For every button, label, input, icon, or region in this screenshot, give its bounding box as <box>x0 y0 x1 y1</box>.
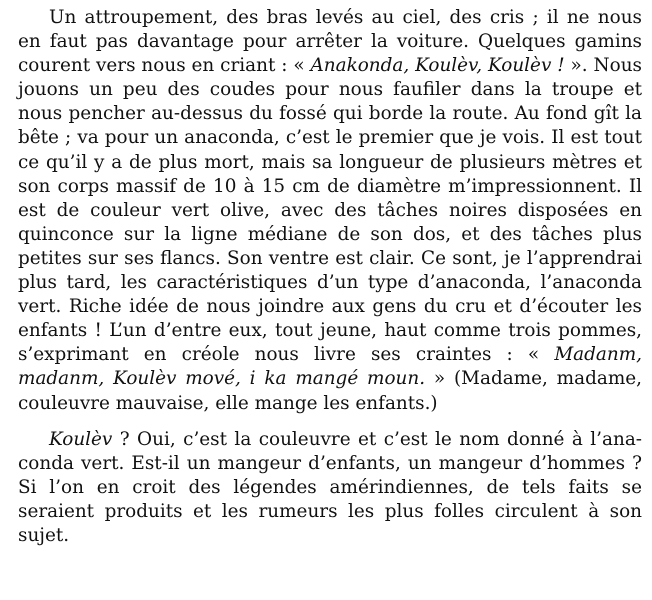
paragraph-2 <box>18 428 642 548</box>
paragraph-1-text-1: Un attroupement, des bras levés au ciel, des cris ; il ne nous en faut pas davantage pour arrêter la voiture. Quelques gamins courent vers nous en criant : « <box>18 7 642 77</box>
document-page <box>18 6 642 548</box>
paragraph-1-text-2: ». Nous jouons un peu des coudes pour nous faufiler dans la troupe et nous pencher au-dessus du fossé qui borde la route. Au fond gît la bête ; va pour un anaconda, c’est le premier que je vois. Il est tout ce qu’il y a de plus mort, mais sa longueur de plusieurs mètres et son corps massif de 10 à 15 cm de diamètre m’impressionnent. Il est de couleur vert olive, avec des tâches noires disposées en quinconce sur la ligne médiane de son dos, et des tâches plus petites sur ses flancs. Son ventre est clair. Ce sont, je l’apprendrai plus tard, les caractéristiques d’un type d’anaconda, l’anaconda vert. Riche idée de nous joindre aux gens du cru et d’écouter les enfants ! L’un d’entre eux, tout jeune, haut comme trois pommes, s’exprimant en créole nous livre ses craintes : « <box>18 55 642 366</box>
paragraph-2-term-koulev: Koulèv <box>49 428 113 450</box>
paragraph-1-quote-creole: Madanm, madanm, Koulèv mové, i ka mangé moun. <box>18 344 642 390</box>
paragraph-1 <box>18 6 642 416</box>
paragraph-2-text: ? Oui, c’est la couleuvre et c’est le nom donné à l’anaconda vert. Est-il un mangeur d’enfants, un mangeur d’hommes ? Si l’on en croit des légendes amérindiennes, de tels faits se seraient produits et les rumeurs les plus folles circulent à son sujet. <box>18 428 642 546</box>
paragraph-1-text-3: » (Madame, madame, couleuvre mauvaise, elle mange les enfants.) <box>18 368 642 414</box>
paragraph-1-quote-anakonda: Anakonda, Koulèv, Koulèv ! <box>310 55 565 77</box>
